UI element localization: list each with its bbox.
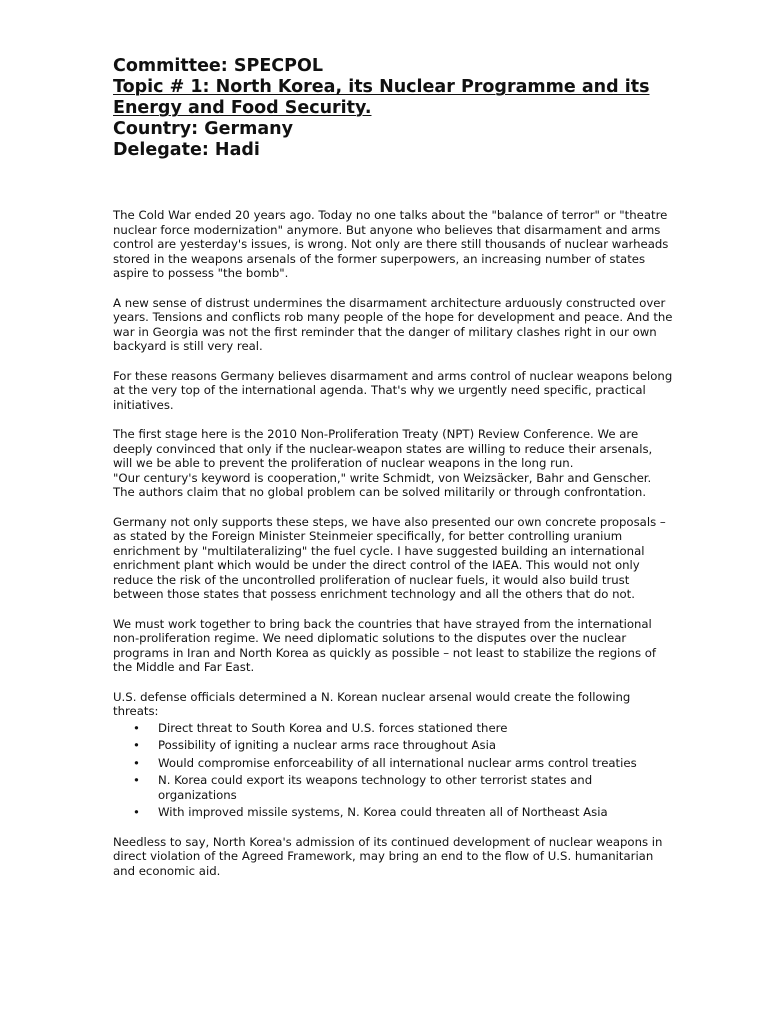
- paragraph-cold-war: The Cold War ended 20 years ago. Today no one talks about the "balance of terror" or "theatre nuclear force modernization" anymore. But anyone who believes that disarmament and arms control are yesterday's issues, is wrong. Not only are there still thousands of nuclear warheads stored in the weapons arsenals of the former superpowers, an increasing number of states aspire to possess "the bomb".: [113, 208, 669, 280]
- paragraph-distrust: A new sense of distrust undermines the disarmament architecture arduously constructed over years. Tensions and conflicts rob many people of the hope for development and peace. And the war in Georgia was not the first reminder that the danger of military clashes right in our own backyard is still very real.: [113, 295, 673, 353]
- paragraph-germany-believes: For these reasons Germany believes disarmament and arms control of nuclear weapons belong at the very top of the international agenda. That's why we urgently need specific, practical initiatives.: [113, 368, 673, 412]
- list-item: [113, 773, 673, 802]
- paragraph-needless-to-say: Needless to say, North Korea's admission of its continued development of nuclear weapons in direct violation of the Agreed Framework, may bring an end to the flow of U.S. humanitarian and economic aid.: [113, 834, 663, 878]
- topic-heading-line-2: Energy and Food Security.: [113, 98, 372, 118]
- topic-heading-line-1: Topic # 1: North Korea, its Nuclear Programme and its: [113, 77, 650, 97]
- document-body: [113, 208, 673, 878]
- paragraph-npt-review: The first stage here is the 2010 Non-Proliferation Treaty (NPT) Review Conference. We are deeply convinced that only if the nuclear-weapon states are willing to reduce their arsenals, will we be able to prevent the proliferation of nuclear weapons in the long run.: [113, 427, 653, 470]
- list-item: [113, 805, 673, 820]
- threats-list: [113, 721, 673, 820]
- paragraph-non-proliferation: We must work together to bring back the countries that have strayed from the international non-proliferation regime. We need diplomatic solutions to the disputes over the nuclear programs in Iran and North Korea as quickly as possible – not least to stabilize the regions of the Middle and Far East.: [113, 616, 657, 674]
- list-item-text: Possibility of igniting a nuclear arms race throughout Asia: [158, 738, 497, 752]
- bullet-icon: •: [133, 773, 140, 787]
- list-item-text: With improved missile systems, N. Korea could threaten all of Northeast Asia: [158, 805, 608, 819]
- paragraph-us-defense: U.S. defense officials determined a N. Korean nuclear arsenal would create the following threats:: [113, 689, 631, 718]
- list-item: [113, 738, 673, 753]
- list-item: [113, 756, 673, 771]
- list-item-text: Would compromise enforceability of all international nuclear arms control treaties: [158, 755, 637, 770]
- position-paper-header: [113, 56, 673, 161]
- list-item-text: Direct threat to South Korea and U.S. forces stationed there: [158, 720, 508, 735]
- list-item-text: N. Korea could export its weapons technology to other terrorist states and organizations: [158, 773, 593, 802]
- paragraph-cooperation-quote: "Our century's keyword is cooperation," write Schmidt, von Weizsäcker, Bahr and Genscher. The authors claim that no global problem can be solved militarily or through confrontation.: [113, 470, 652, 499]
- paragraph-germany-proposals: Germany not only supports these steps, we have also presented our own concrete proposals – as stated by the Foreign Minister Steinmeier specifically, for better controlling uranium enrichment by "multilateralizing" the fuel cycle. I have suggested building an international enrichment plant which would be under the direct control of the IAEA. This would not only reduce the risk of the uncontrolled proliferation of nuclear fuels, it would also build trust between those states that possess enrichment technology and all the others that do not.: [113, 514, 666, 601]
- bullet-icon: •: [133, 805, 140, 819]
- list-item: [113, 721, 673, 736]
- bullet-icon: •: [133, 755, 140, 770]
- bullet-icon: •: [133, 720, 140, 735]
- delegate-heading: Delegate: Hadi: [113, 140, 260, 160]
- country-heading: Country: Germany: [113, 119, 294, 139]
- committee-heading: Committee: SPECPOL: [113, 56, 323, 76]
- bullet-icon: •: [133, 738, 140, 752]
- document-page: [113, 56, 673, 893]
